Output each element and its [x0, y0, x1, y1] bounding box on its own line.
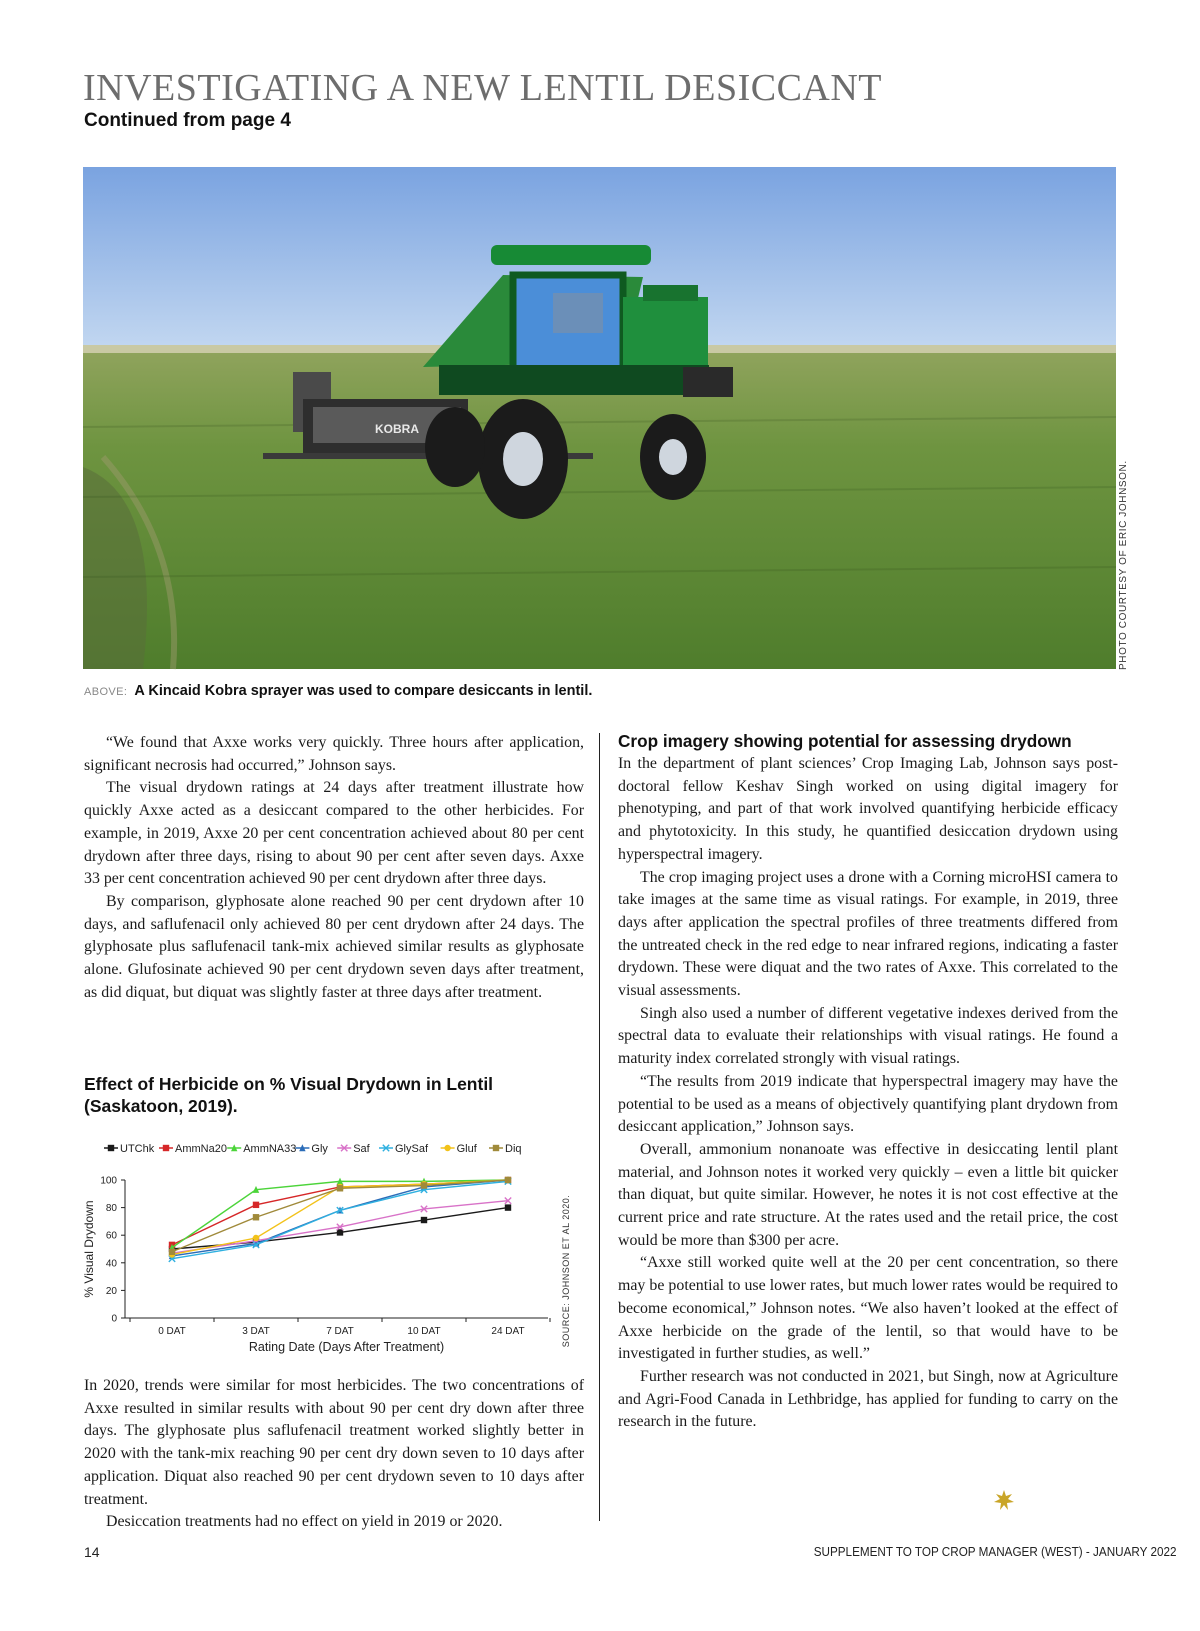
publication-footer: SUPPLEMENT TO TOP CROP MANAGER (WEST) - JANUARY 2022 [813, 1544, 1177, 1559]
legend-label-glysaf: GlySaf [395, 1143, 429, 1155]
data-point-utchk [421, 1217, 427, 1223]
paragraph: Desiccation treatments had no effect on yield in 2019 or 2020. [106, 1513, 503, 1531]
legend-marker-gluf [444, 1145, 450, 1151]
column-right [618, 753, 1118, 1434]
column-left-bottom [84, 1375, 584, 1534]
paragraph: “The results from 2019 indicate that hyperspectral imagery may have the potential to be used as a means of objectively quantifying plant drydown from desiccant application,” Johnson says. [618, 1072, 1118, 1136]
chart-source: SOURCE: JOHNSON ET AL 2020. [561, 1194, 571, 1348]
caption-text: A Kincaid Kobra sprayer was used to compare desiccants in lentil. [134, 683, 593, 699]
paragraph: The visual drydown ratings at 24 days after treatment illustrate how quickly Axxe acted as a desiccant compared to the other herbicides. For example, in 2019, Axxe 20 per cent concentration achieved about 80 per cent drydown after three days, rising to about 90 per cent after seven days. Axxe 33 per cent concentration achieved 90 per cent drydown after three days. [84, 779, 584, 888]
chart-svg [84, 1135, 584, 1367]
paragraph: Further research was not conducted in 2021, but Singh, now at Agriculture and Agri-Food Canada in Lethbridge, has applied for funding to carry on the research in the future. [618, 1367, 1118, 1431]
end-mark-leaf-icon [993, 1489, 1015, 1511]
data-point-diq [421, 1182, 427, 1188]
sprayer-photo [83, 167, 1116, 669]
paragraph: Singh also used a number of different vegetative indexes derived from the spectral data to evaluate their relationships with visual ratings. He found a maturity index correlated strongly with visual ratings. [618, 1004, 1118, 1068]
column-left-top [84, 732, 584, 1004]
y-tick-label: 0 [111, 1313, 117, 1325]
y-tick-label: 20 [105, 1285, 117, 1297]
photo-credit: PHOTO COURTESY OF ERIC JOHNSON. [1118, 460, 1129, 670]
x-tick-label: 7 DAT [326, 1326, 354, 1337]
section-subhead: Crop imagery showing potential for assessing drydown [618, 731, 1072, 751]
paragraph: In the department of plant sciences’ Crop Imaging Lab, Johnson says post-doctoral fellow Keshav Singh worked on using digital imagery for phenotyping, and part of that work involved quantifying herbicide efficacy and phytotoxicity. In this study, he quantified desiccation drydown using hyperspectral imagery. [618, 755, 1118, 863]
legend-marker-ammna20 [163, 1145, 169, 1151]
column-divider [599, 733, 600, 1521]
legend-label-gluf: Gluf [456, 1143, 477, 1155]
legend-label-utchk: UTChk [120, 1143, 155, 1155]
paragraph: The crop imaging project uses a drone with a Corning microHSI camera to take images at the same time as visual ratings. For example, in 2019, three days after application the spectral profiles of three treatments differed from the untreated check in the red edge to near infrared regions, indicating a faster drydown. These were diquat and the two rates of Axxe. This correlated to the visual assessments. [618, 868, 1118, 1000]
chart-title: Effect of Herbicide on % Visual Drydown in Lentil (Saskatoon, 2019). [84, 1074, 494, 1116]
y-tick-label: 100 [100, 1175, 117, 1187]
legend-label-diq: Diq [505, 1143, 522, 1155]
continued-from-label: Continued from page 4 [84, 110, 291, 131]
data-point-diq [337, 1185, 343, 1191]
y-axis-title: % Visual Drydown [82, 1200, 96, 1298]
series-line-glysaf [172, 1181, 508, 1258]
legend-label-ammna33: AmmNA33 [243, 1143, 297, 1155]
x-tick-label: 3 DAT [242, 1326, 270, 1337]
data-point-diq [505, 1177, 511, 1183]
photo-caption [84, 683, 592, 699]
paragraph: “Axxe still worked quite well at the 20 per cent concentration, so there may be potential to use lower rates, but much lower rates would be required to become economical,” Johnson notes. “We also haven’t looked at the effect of Axxe herbicide on the grade of the lentil, so that would have to be investigated in further studies, as well.” [618, 1254, 1118, 1363]
caption-lead: ABOVE: [84, 686, 128, 698]
x-tick-label: 0 DAT [158, 1326, 186, 1337]
paragraph: Overall, ammonium nonanoate was effective in desiccating lentil plant material, and Johnson notes it worked very quickly – even a little bit quicker than diquat, but quite similar. However, he notes it is not cost effective at the current price and rate structure. At the rates used and the retail price, the cost would be more than $300 per acre. [618, 1140, 1118, 1249]
drydown-chart [84, 1135, 584, 1372]
article-title: INVESTIGATING A NEW LENTIL DESICCANT [83, 67, 883, 109]
series-line-utchk [172, 1208, 508, 1249]
y-tick-label: 60 [105, 1230, 117, 1242]
data-point-diq [169, 1249, 175, 1255]
x-tick-label: 24 DAT [491, 1326, 525, 1337]
legend-label-gly: Gly [311, 1143, 328, 1155]
y-tick-label: 40 [105, 1258, 117, 1270]
legend-marker-utchk [108, 1145, 114, 1151]
legend-marker-diq [493, 1145, 499, 1151]
paragraph: In 2020, trends were similar for most herbicides. The two concentrations of Axxe resulted in similar results with about 90 per cent dry down after three days. The glyphosate plus saflufenacil treatment worked slightly better in 2020 with the tank-mix reaching 90 per cent dry down seven to 10 days after application. Diquat also reached 90 per cent drydown seven to 10 days after treatment. [84, 1377, 584, 1508]
data-point-ammna20 [253, 1202, 259, 1208]
paragraph: By comparison, glyphosate alone reached 90 per cent drydown after 10 days, and saflufenacil only achieved 80 per cent drydown after 24 days. The glyphosate plus saflufenacil tank-mix achieved similar results as glyphosate alone. Glufosinate achieved 90 per cent drydown seven days after treatment, as did diquat, but diquat was slightly faster at three days after treatment. [84, 892, 584, 1001]
data-point-gluf [253, 1235, 259, 1241]
page-number: 14 [84, 1544, 100, 1560]
legend-label-saf: Saf [353, 1143, 370, 1155]
x-tick-label: 10 DAT [407, 1326, 441, 1337]
legend-label-ammna20: AmmNa20 [175, 1143, 227, 1155]
data-point-diq [253, 1214, 259, 1220]
data-point-utchk [505, 1204, 511, 1210]
data-point-utchk [337, 1229, 343, 1235]
y-tick-label: 80 [105, 1203, 117, 1215]
paragraph: “We found that Axxe works very quickly. Three hours after application, significant necrosis had occurred,” Johnson says. [84, 734, 584, 774]
kobra-label: KOBRA [375, 422, 419, 436]
x-axis-title: Rating Date (Days After Treatment) [248, 1340, 445, 1354]
